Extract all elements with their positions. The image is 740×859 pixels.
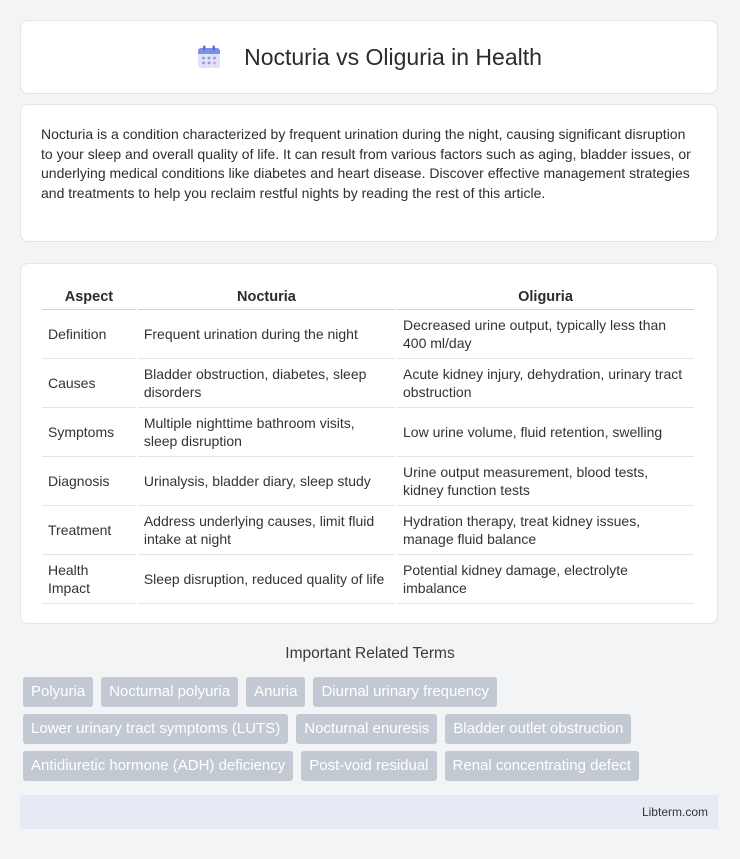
header-aspect: Aspect xyxy=(42,284,136,310)
oliguria-cell: Low urine volume, fluid retention, swelling xyxy=(397,408,694,457)
header-nocturia: Nocturia xyxy=(138,284,395,310)
nocturia-cell: Frequent urination during the night xyxy=(138,310,395,359)
nocturia-cell: Multiple nighttime bathroom visits, sleep disruption xyxy=(138,408,395,457)
header-oliguria: Oliguria xyxy=(397,284,694,310)
term-tag[interactable]: Nocturnal enuresis xyxy=(296,714,437,744)
related-terms-heading: Important Related Terms xyxy=(285,645,455,662)
term-tag[interactable]: Lower urinary tract symptoms (LUTS) xyxy=(23,714,288,744)
comparison-table xyxy=(40,284,696,604)
oliguria-cell: Potential kidney damage, electrolyte imbalance xyxy=(397,555,694,604)
related-terms xyxy=(23,677,713,788)
table-row xyxy=(42,457,694,506)
aspect-cell: Diagnosis xyxy=(42,457,136,506)
title-card xyxy=(20,20,718,94)
nocturia-cell: Address underlying causes, limit fluid intake at night xyxy=(138,506,395,555)
term-row xyxy=(23,714,713,744)
term-row xyxy=(23,677,713,707)
footer xyxy=(20,795,718,829)
table-row xyxy=(42,310,694,359)
term-tag[interactable]: Renal concentrating defect xyxy=(445,751,639,781)
term-tag[interactable]: Antidiuretic hormone (ADH) deficiency xyxy=(23,751,293,781)
oliguria-cell: Acute kidney injury, dehydration, urinary tract obstruction xyxy=(397,359,694,408)
oliguria-cell: Decreased urine output, typically less than 400 ml/day xyxy=(397,310,694,359)
table-row xyxy=(42,359,694,408)
aspect-cell: Symptoms xyxy=(42,408,136,457)
table-row xyxy=(42,506,694,555)
table-row xyxy=(42,408,694,457)
comparison-table-card xyxy=(20,263,718,624)
nocturia-cell: Urinalysis, bladder diary, sleep study xyxy=(138,457,395,506)
aspect-cell: Treatment xyxy=(42,506,136,555)
footer-site-link[interactable]: Libterm.com xyxy=(641,805,708,819)
aspect-cell: Definition xyxy=(42,310,136,359)
table-header-row xyxy=(42,284,694,310)
nocturia-cell: Sleep disruption, reduced quality of life xyxy=(138,555,395,604)
page-title: Nocturia vs Oliguria in Health xyxy=(244,43,542,70)
oliguria-cell: Hydration therapy, treat kidney issues, manage fluid balance xyxy=(397,506,694,555)
aspect-cell: Causes xyxy=(42,359,136,408)
intro-paragraph: Nocturia is a condition characterized by frequent urination during the night, causing significant disruption to your sleep and overall quality of life. It can result from various factors such as aging, bladder issues, or underlying medical conditions like diabetes and heart disease. Discover effective management strategies and treatments to help you reclaim restful nights by reading the rest of this article. xyxy=(41,126,691,201)
intro-card xyxy=(20,104,718,242)
term-tag[interactable]: Polyuria xyxy=(23,677,93,707)
term-tag[interactable]: Anuria xyxy=(246,677,305,707)
term-tag[interactable]: Post-void residual xyxy=(301,751,436,781)
calendar-icon xyxy=(196,44,222,70)
term-tag[interactable]: Bladder outlet obstruction xyxy=(445,714,631,744)
term-tag[interactable]: Diurnal urinary frequency xyxy=(313,677,497,707)
nocturia-cell: Bladder obstruction, diabetes, sleep disorders xyxy=(138,359,395,408)
oliguria-cell: Urine output measurement, blood tests, kidney function tests xyxy=(397,457,694,506)
table-row xyxy=(42,555,694,604)
term-tag[interactable]: Nocturnal polyuria xyxy=(101,677,238,707)
term-row xyxy=(23,751,713,781)
aspect-cell: Health Impact xyxy=(42,555,136,604)
